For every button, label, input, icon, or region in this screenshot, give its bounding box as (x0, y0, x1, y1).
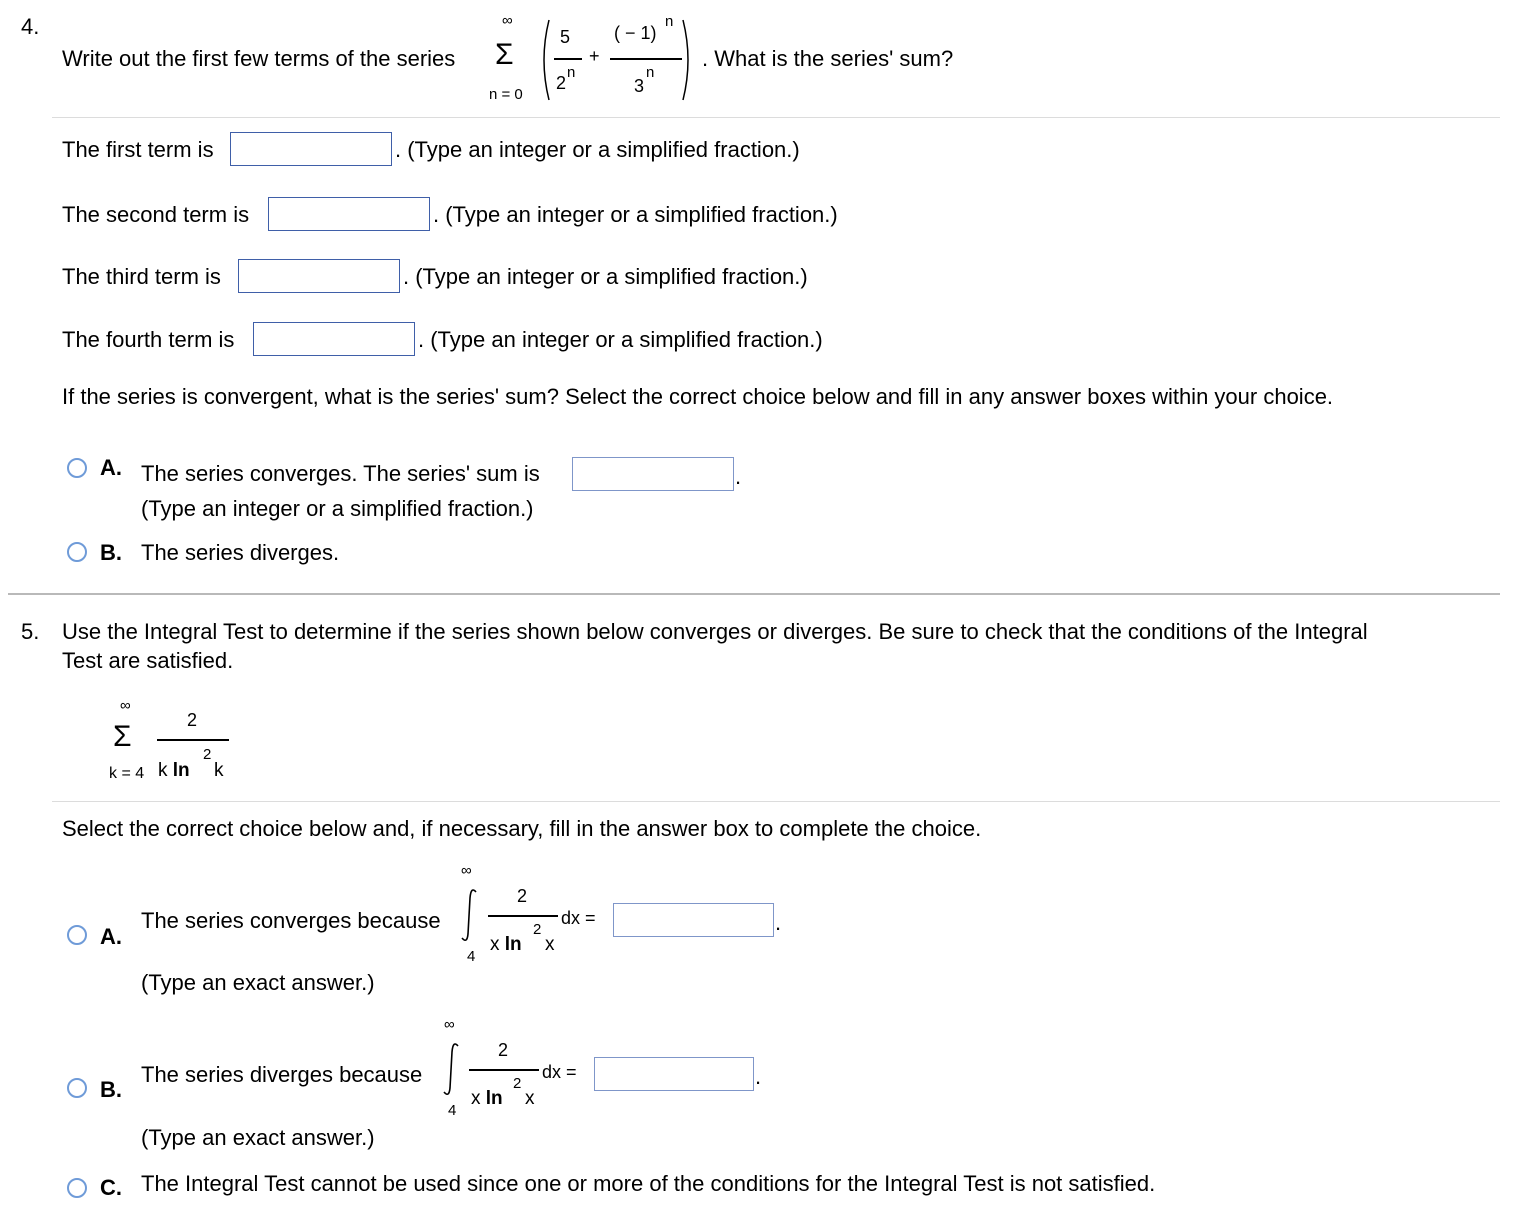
plus-sign: + (589, 46, 600, 66)
q5-choice-a-radio[interactable] (67, 925, 87, 945)
q5-choice-a-letter: A. (100, 924, 122, 949)
q4-choice-a-text: The series converges. The series' sum is (141, 461, 540, 486)
integral-a-sign-icon (459, 888, 481, 944)
q5-choice-a-hint: (Type an exact answer.) (141, 970, 375, 995)
second-term-input[interactable] (268, 197, 430, 231)
series-den-ln: ln (172, 760, 190, 781)
integral-a-numerator: 2 (517, 886, 528, 906)
integral-a-den-x2: x (545, 934, 555, 955)
third-term-label: The third term is (62, 264, 221, 289)
select-instruction: Select the correct choice below and, if necessary, fill in the answer box to complete the choice. (62, 816, 982, 841)
integral-a-den-x: x (490, 934, 500, 955)
fourth-term-label: The fourth term is (62, 327, 235, 352)
series-lower-limit: k = 4 (109, 765, 145, 782)
integral-b-den-x2: x (525, 1088, 535, 1109)
q4-sum-input[interactable] (572, 457, 734, 491)
third-term-input[interactable] (238, 259, 400, 293)
question-5-prompt-line1: Use the Integral Test to determine if the series shown below converges or diverges. Be sure to check that the conditions of the Integral (62, 619, 1368, 644)
fraction2-num-exponent: n (665, 13, 674, 30)
question-4-prompt-tail: . What is the series' sum? (702, 46, 954, 71)
sum-upper-limit: ∞ (502, 12, 513, 29)
fourth-term-hint: . (Type an integer or a simplified fraction.) (418, 327, 823, 352)
q4-choice-a-letter: A. (100, 455, 122, 480)
question-4-number: 4. (21, 14, 40, 39)
second-term-hint: . (Type an integer or a simplified fraction.) (433, 202, 838, 227)
integral-b-upper: ∞ (444, 1016, 455, 1033)
sigma-symbol: Σ (495, 38, 514, 71)
q4-choice-b-letter: B. (100, 540, 122, 565)
integral-b-den-ln: ln (485, 1088, 503, 1109)
integral-b-numerator: 2 (498, 1040, 509, 1060)
fraction2-denominator: 3 (634, 76, 645, 96)
second-term-label: The second term is (62, 202, 250, 227)
q4-choice-b-radio[interactable] (67, 542, 87, 562)
fraction1-denominator: 2 (556, 73, 567, 93)
integral-b-den-exponent: 2 (513, 1075, 522, 1092)
q5-choice-b-letter: B. (100, 1077, 122, 1102)
question-5-number: 5. (21, 619, 40, 644)
series-den-k: k (158, 760, 168, 781)
q4-choice-a-period: . (735, 464, 742, 489)
series-den-k2: k (214, 760, 224, 781)
sum-question: If the series is convergent, what is the series' sum? Select the correct choice below and fill in any answer boxes within your choice. (62, 384, 1334, 409)
left-paren-icon (537, 18, 551, 102)
integral-b-dx: dx = (542, 1062, 577, 1082)
question-5-prompt-line2: Test are satisfied. (62, 648, 234, 673)
integral-b-den-x: x (471, 1088, 481, 1109)
sum-lower-limit: n = 0 (489, 86, 523, 103)
q4-choice-a-hint: (Type an integer or a simplified fraction.) (141, 496, 534, 521)
third-term-hint: . (Type an integer or a simplified fraction.) (403, 264, 808, 289)
series-sigma-symbol: Σ (113, 720, 132, 753)
integral-b-sign-icon (441, 1042, 463, 1098)
question-4-prompt: Write out the first few terms of the series (62, 46, 456, 71)
q5-choice-b-text: The series diverges because (141, 1062, 423, 1087)
q5-choice-b-hint: (Type an exact answer.) (141, 1125, 375, 1150)
integral-a-den-ln: ln (504, 934, 522, 955)
first-term-hint: . (Type an integer or a simplified fraction.) (395, 137, 800, 162)
integral-b-lower: 4 (448, 1102, 457, 1119)
q5-choice-c-radio[interactable] (67, 1178, 87, 1198)
q5-choice-a-input[interactable] (613, 903, 774, 937)
q5-choice-b-radio[interactable] (67, 1078, 87, 1098)
q5-choice-a-text: The series converges because (141, 908, 441, 933)
fourth-term-input[interactable] (253, 322, 415, 356)
q5-choice-c-text: The Integral Test cannot be used since one or more of the conditions for the Integral Test is not satisfied. (141, 1171, 1156, 1196)
q5-choice-c-letter: C. (100, 1175, 122, 1200)
fraction1-numerator: 5 (560, 27, 571, 47)
right-paren-icon (681, 18, 695, 102)
q4-choice-a-radio[interactable] (67, 458, 87, 478)
q5-choice-a-period: . (775, 910, 782, 935)
q4-choice-b-text: The series diverges. (141, 540, 340, 565)
q5-choice-b-period: . (755, 1064, 762, 1089)
integral-a-upper: ∞ (461, 862, 472, 879)
first-term-input[interactable] (230, 132, 392, 166)
integral-a-dx: dx = (561, 908, 596, 928)
fraction2-den-exponent: n (646, 64, 655, 81)
integral-a-lower: 4 (467, 948, 476, 965)
first-term-label: The first term is (62, 137, 214, 162)
integral-a-den-exponent: 2 (533, 921, 542, 938)
series-upper-limit: ∞ (120, 697, 131, 714)
q5-choice-b-input[interactable] (594, 1057, 754, 1091)
series-numerator: 2 (187, 710, 198, 730)
fraction2-numerator: ( − 1) (614, 23, 657, 43)
series-den-exponent: 2 (203, 746, 212, 763)
fraction1-exponent: n (567, 64, 576, 81)
